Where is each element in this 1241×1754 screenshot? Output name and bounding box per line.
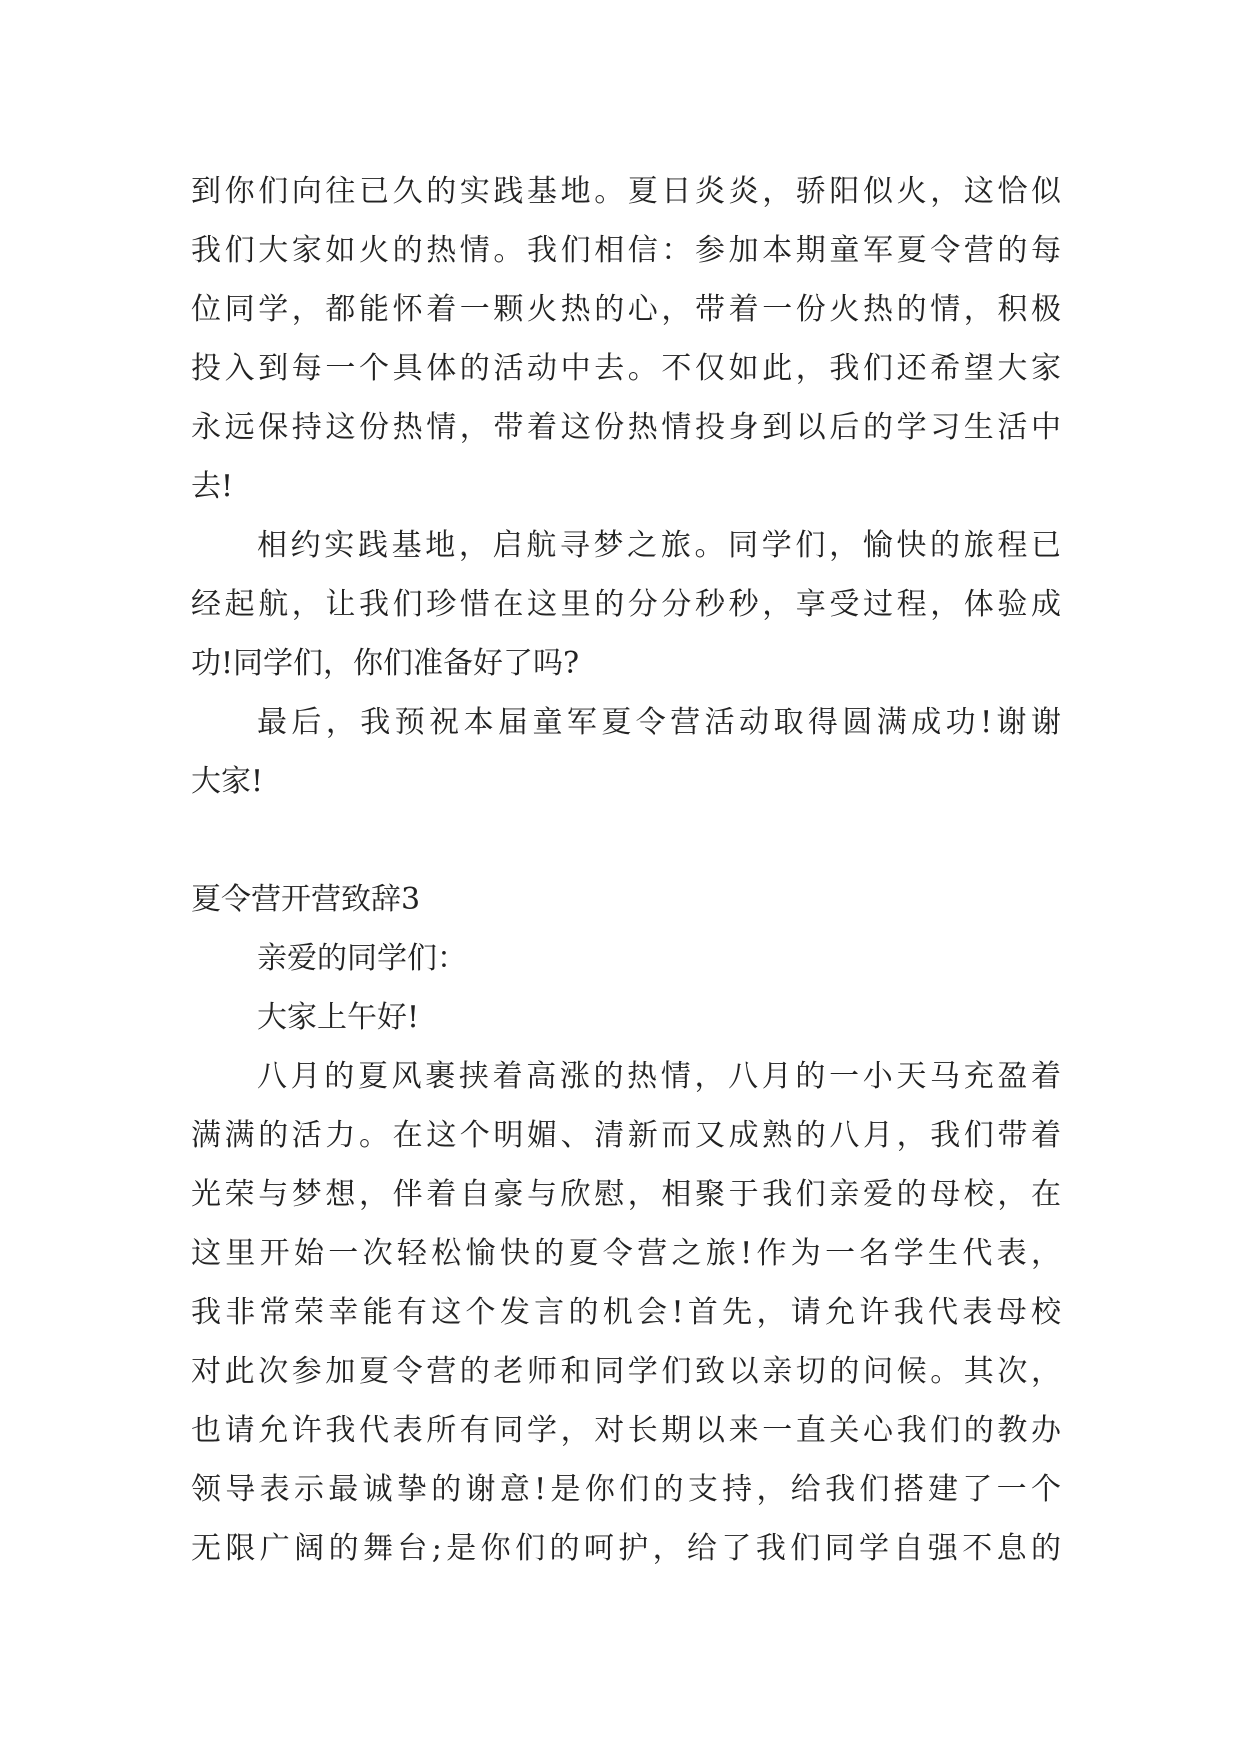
text-line: 这里开始一次轻松愉快的夏令营之旅!作为一名学生代表， <box>191 1236 1061 1271</box>
greeting: 亲爱的同学们： <box>257 941 467 976</box>
salutation: 大家上午好! <box>257 1000 420 1035</box>
text-line: 投入到每一个具体的活动中去。不仅如此，我们还希望大家 <box>191 351 1061 386</box>
text-line: 也请允许我代表所有同学，对长期以来一直关心我们的教办 <box>191 1413 1061 1448</box>
text-line: 位同学，都能怀着一颗火热的心，带着一份火热的情，积极 <box>191 292 1061 327</box>
text-line: 领导表示最诚挚的谢意!是你们的支持，给我们搭建了一个 <box>191 1472 1061 1507</box>
text-line: 我非常荣幸能有这个发言的机会!首先，请允许我代表母校 <box>191 1295 1061 1330</box>
text-line: 永远保持这份热情，带着这份热情投身到以后的学习生活中 <box>191 410 1061 445</box>
text-line: 光荣与梦想，伴着自豪与欣慰，相聚于我们亲爱的母校，在 <box>191 1177 1061 1212</box>
text-line: 我们大家如火的热情。我们相信：参加本期童军夏令营的每 <box>191 233 1061 268</box>
text-line: 经起航，让我们珍惜在这里的分分秒秒，享受过程，体验成 <box>191 587 1061 622</box>
text-line: 对此次参加夏令营的老师和同学们致以亲切的问候。其次， <box>191 1354 1061 1389</box>
text-line: 去! <box>191 469 234 504</box>
text-line: 满满的活力。在这个明媚、清新而又成熟的八月，我们带着 <box>191 1118 1061 1153</box>
paragraph-enthusiasm <box>191 162 1061 516</box>
text-line: 到你们向往已久的实践基地。夏日炎炎，骄阳似火，这恰似 <box>191 174 1061 209</box>
text-line: 八月的夏风裹挟着高涨的热情，八月的一小天马充盈着 <box>257 1059 1061 1094</box>
document-body <box>191 162 1061 1578</box>
paragraph-closing <box>191 693 1061 811</box>
text-line: 大家! <box>191 764 264 799</box>
text-line: 无限广阔的舞台;是你们的呵护，给了我们同学自强不息的 <box>191 1531 1061 1566</box>
text-line: 最后，我预祝本届童军夏令营活动取得圆满成功!谢谢 <box>257 705 1061 740</box>
blank-line <box>191 811 1061 870</box>
section-title: 夏令营开营致辞3 <box>191 882 421 917</box>
text-line: 相约实践基地，启航寻梦之旅。同学们，愉快的旅程已 <box>257 528 1061 563</box>
text-line: 功!同学们，你们准备好了吗? <box>191 646 580 681</box>
paragraph-august <box>191 1047 1061 1578</box>
paragraph-journey <box>191 516 1061 693</box>
